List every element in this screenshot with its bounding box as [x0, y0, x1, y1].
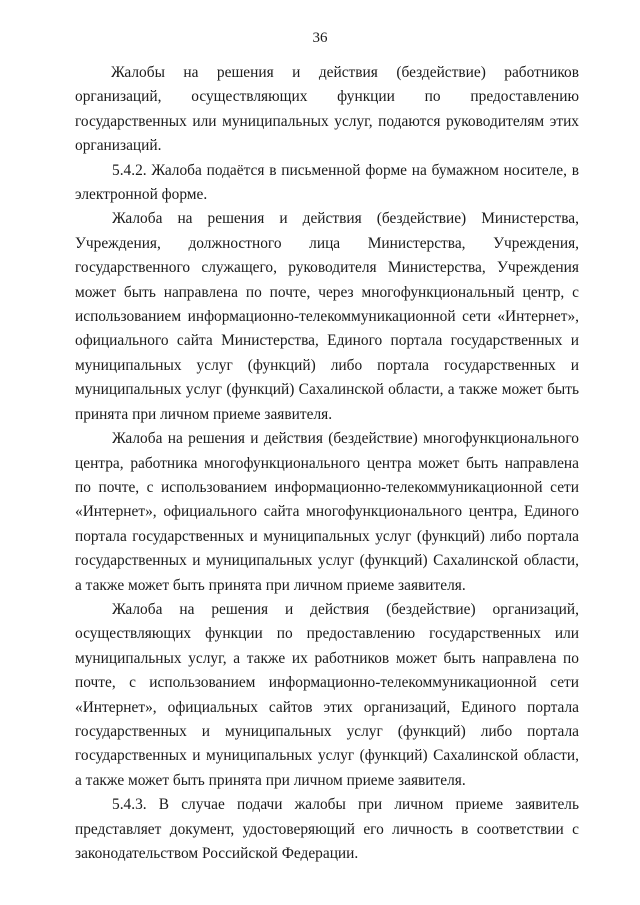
document-body	[75, 61, 579, 866]
paragraph-complaint-organizations: Жалоба на решения и действия (бездействие) организаций, осуществляющих функции по предоставлению государственных или муниципальных услуг, а также их работников может быть направлена по почте, с использованием информационно-телекоммуникационной сети «Интернет», официальных сайтов этих организаций, Единого портала государственных и муниципальных услуг (функций) либо портала государственных и муниципальных услуг (функций) Сахалинской области, а также может быть принята при личном приеме заявителя.	[75, 600, 579, 789]
paragraph-complaint-mfc: Жалоба на решения и действия (бездействие) многофункционального центра, работника многофункционального центра может быть направлена по почте, с использованием информационно-телекоммуникационной сети «Интернет», официального сайта многофункционального центра, Единого портала государственных и муниципальных услуг (функций) либо портала государственных и муниципальных услуг (функций) Сахалинской области, а также может быть принята при личном приеме заявителя.	[75, 430, 579, 594]
paragraph-complaint-ministry: Жалоба на решения и действия (бездействие) Министерства, Учреждения, должностного лица Министерства, Учреждения, государственного служащего, руководителя Министерства, Учреждения может быть направлена по почте, через многофункциональный центр, с использованием информационно-телекоммуникационной сети «Интернет», официального сайта Министерства, Единого портала государственных и муниципальных услуг (функций) либо портала государственных и муниципальных услуг (функций) Сахалинской области, а также может быть принята при личном приеме заявителя.	[75, 210, 579, 423]
paragraph-complaints-to-organization-heads: Жалобы на решения и действия (бездействие) работников организаций, осуществляющих функции по предоставлению государственных или муниципальных услуг, подаются руководителям этих организаций.	[75, 64, 579, 155]
paragraph-5-4-2: 5.4.2. Жалоба подаётся в письменной форме на бумажном носителе, в электронной форме.	[75, 161, 579, 204]
paragraph-5-4-3: 5.4.3. В случае подачи жалобы при личном приеме заявитель представляет документ, удостоверяющий его личность в соответствии с законодательством Российской Федерации.	[75, 796, 579, 862]
page-number: 36	[312, 30, 328, 46]
